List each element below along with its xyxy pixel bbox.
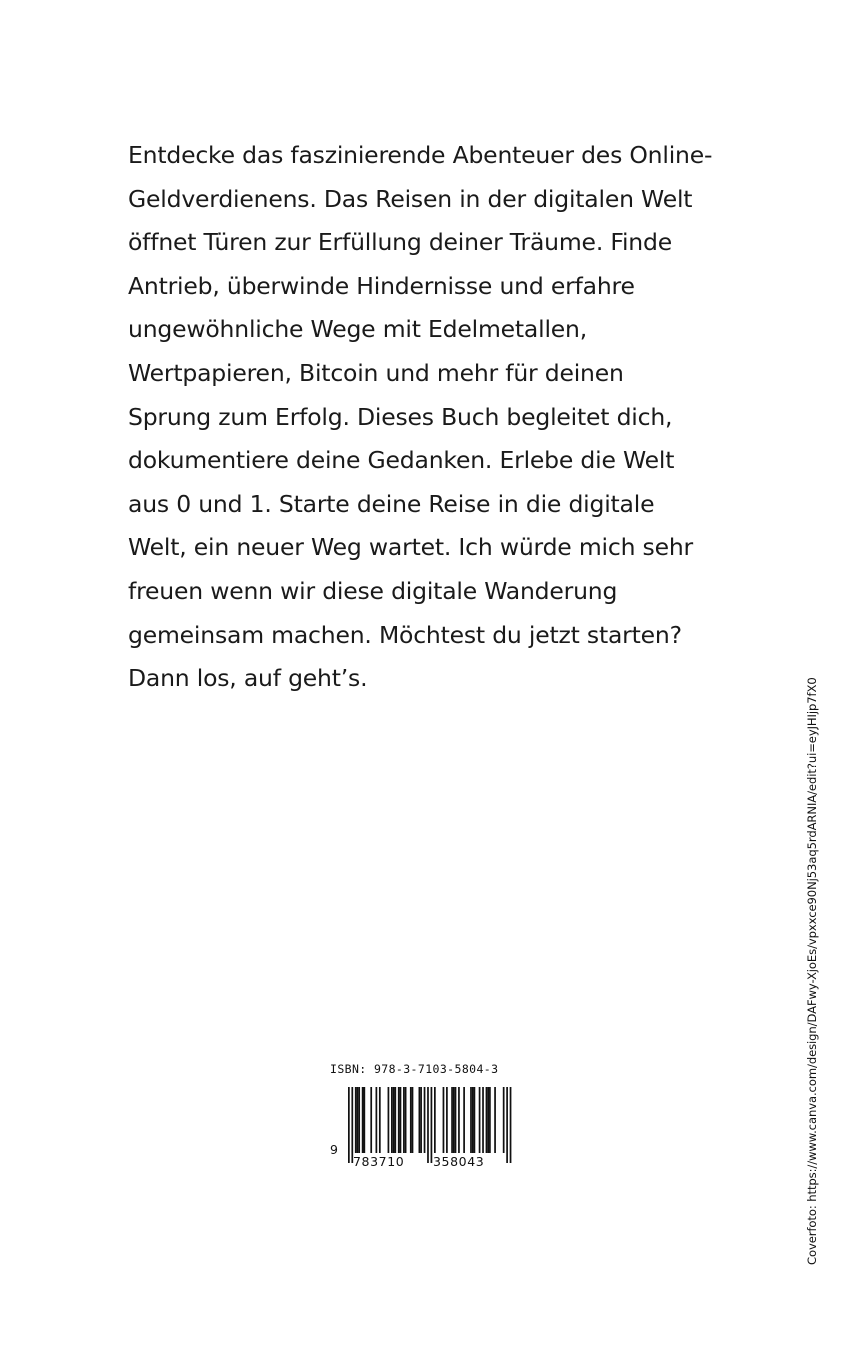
blurb-line: Geldverdienens. Das Reisen in der digitalen Welt: [128, 184, 693, 213]
barcode-bar: [487, 1087, 489, 1153]
barcode-digit-first: 9: [330, 1142, 339, 1157]
barcode-bar: [472, 1087, 474, 1153]
barcode-bar: [451, 1087, 453, 1153]
isbn-barcode-block: [326, 1062, 536, 1180]
barcode-bar: [379, 1087, 381, 1153]
barcode-bar: [412, 1087, 414, 1153]
barcode-bar: [458, 1087, 460, 1153]
barcode-guard-bar: [510, 1087, 512, 1163]
barcode-bar: [388, 1087, 390, 1153]
barcode-bar: [494, 1087, 496, 1153]
barcode-bar: [443, 1087, 445, 1153]
barcode-bar: [405, 1087, 407, 1153]
barcode-bar: [391, 1087, 393, 1153]
barcode-bar: [470, 1087, 472, 1153]
barcode-bar: [424, 1087, 426, 1153]
barcode-bar: [446, 1087, 448, 1153]
blurb-line: ungewöhnliche Wege mit Edelmetallen,: [128, 315, 588, 344]
barcode-bar: [358, 1087, 360, 1153]
blurb-line: Sprung zum Erfolg. Dieses Buch begleitet dich,: [128, 402, 673, 431]
barcode-guard-bar: [431, 1087, 433, 1163]
blurb-line: Entdecke das faszinierende Abenteuer des Online-: [128, 141, 713, 169]
barcode-bar: [503, 1087, 505, 1153]
barcode-bar: [363, 1087, 365, 1153]
barcode-bar: [403, 1087, 405, 1153]
blurb-line: Dann los, auf geht’s.: [128, 664, 368, 693]
barcode-bar: [479, 1087, 481, 1153]
blurb-line: gemeinsam machen. Möchtest du jetzt starten?: [128, 620, 682, 649]
barcode-bar: [419, 1087, 421, 1153]
barcode-bar: [355, 1087, 357, 1153]
barcode-bar: [463, 1087, 465, 1153]
barcode-bar: [400, 1087, 402, 1153]
barcode-guard-bar: [506, 1087, 508, 1163]
cover-photo-credit: Coverfoto: https://www.canva.com/design/DAFwy-XjoEs/vpxxce90Nj53aq5rdARNIA/edit?ui=eyJHIjp7fX0: [805, 677, 819, 1265]
barcode-bar: [474, 1087, 476, 1153]
barcode-bar: [357, 1087, 359, 1153]
barcode-bar: [482, 1087, 484, 1153]
barcode-bar: [393, 1087, 395, 1153]
barcode-bar: [434, 1087, 436, 1153]
barcode-bar: [370, 1087, 372, 1153]
barcode-bar: [398, 1087, 400, 1153]
blurb-line: dokumentiere deine Gedanken. Erlebe die Welt: [128, 446, 675, 475]
barcode-bar: [394, 1087, 396, 1153]
barcode-digits-left: 783710: [353, 1154, 405, 1169]
blurb-line: Antrieb, überwinde Hindernisse und erfahre: [128, 271, 635, 300]
barcode-guard-bar: [351, 1087, 353, 1163]
barcode-bar: [489, 1087, 491, 1153]
barcode-bar: [420, 1087, 422, 1153]
blurb-line: aus 0 und 1. Starte deine Reise in die digitale: [128, 489, 655, 518]
blurb-line: öffnet Türen zur Erfüllung deiner Träume. Finde: [128, 228, 672, 257]
isbn-label: ISBN: 978-3-7103-5804-3: [330, 1062, 499, 1076]
barcode-bar: [376, 1087, 378, 1153]
barcode-digits-right: 358043: [433, 1154, 485, 1169]
back-cover-blurb: [128, 134, 768, 701]
barcode-bar: [455, 1087, 457, 1153]
barcode-bar: [362, 1087, 364, 1153]
blurb-line: Welt, ein neuer Weg wartet. Ich würde mich sehr: [128, 533, 693, 562]
barcode-bar: [486, 1087, 488, 1153]
barcode-bar: [410, 1087, 412, 1153]
barcode-bar: [453, 1087, 455, 1153]
barcode-guard-bar: [427, 1087, 429, 1163]
blurb-line: Wertpapieren, Bitcoin und mehr für deinen: [128, 358, 624, 387]
blurb-line: freuen wenn wir diese digitale Wanderung: [128, 576, 618, 605]
barcode-guard-bar: [348, 1087, 350, 1163]
